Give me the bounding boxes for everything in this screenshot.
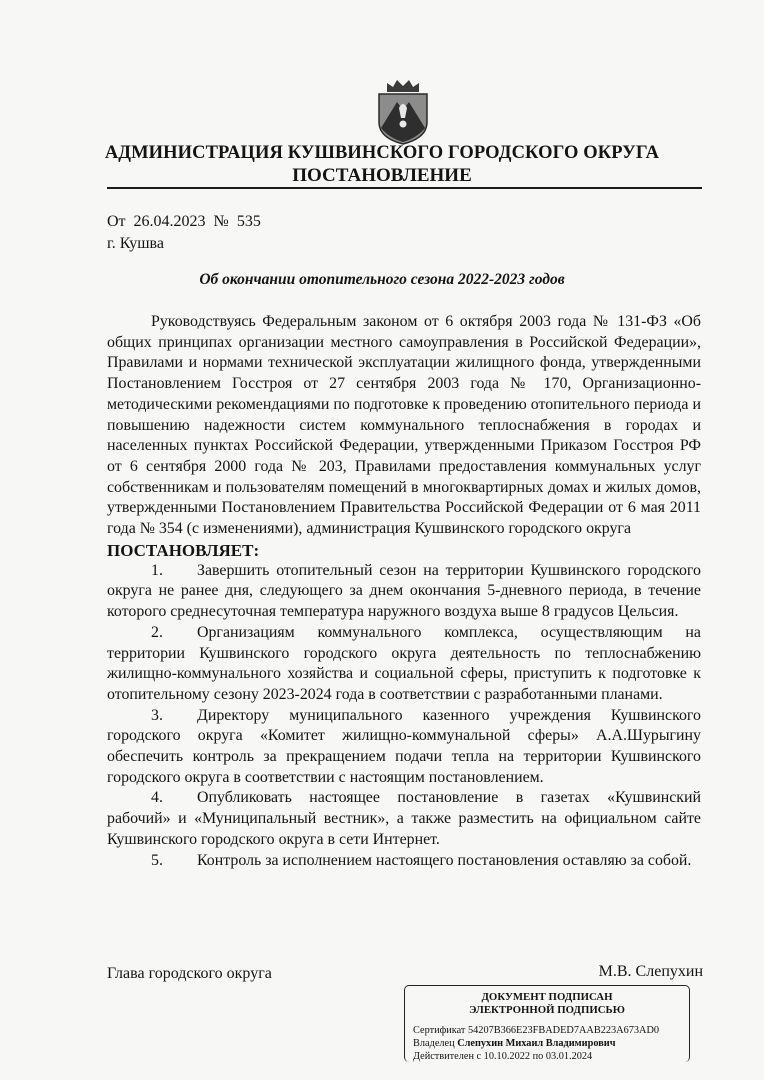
decree-item-4: [107, 788, 701, 850]
decree-item-2: [107, 623, 701, 706]
document-subject: Об окончании отопительного сезона 2022-2023 годов: [199, 271, 565, 288]
stamp-title-line2: ЭЛЕКТРОННОЙ ПОДПИСЬЮ: [469, 1004, 625, 1016]
item-text: Организациям коммунального комплекса, осуществляющим на территории Кушвинского городского округа деятельность по теплоснабжению жилищно-коммунального хозяйства и социальной сферы, приступить к подготовке к отопительному сезону 2023-2024 года в соответствии с разработанными планами.: [107, 623, 701, 703]
document-city: г. Кушва: [107, 235, 164, 252]
document-body: [107, 312, 701, 871]
stamp-validity: Действителен с 10.10.2022 по 03.01.2024: [413, 1051, 593, 1062]
item-number: 3.: [151, 706, 163, 724]
decree-item-3: [107, 706, 701, 789]
item-number: 4.: [151, 789, 163, 807]
item-text: Контроль за исполнением настоящего постановления оставляю за собой.: [197, 851, 692, 869]
document-type: ПОСТАНОВЛЕНИЕ: [292, 165, 472, 186]
signatory-name: М.В. Слепухин: [598, 963, 703, 980]
stamp-owner-value: Слепухин Михаил Владимирович: [457, 1038, 616, 1049]
signatory-position: Глава городского округа: [107, 965, 272, 982]
coat-of-arms-icon: [373, 78, 433, 146]
stamp-certificate: [413, 1024, 689, 1037]
decree-heading: ПОСТАНОВЛЯЕТ:: [107, 540, 260, 560]
stamp-certificate-label: Сертификат: [413, 1025, 466, 1036]
stamp-owner-label: Владелец: [413, 1038, 455, 1049]
decree-item-1: [107, 561, 701, 623]
item-number: 5.: [151, 851, 163, 869]
item-number: 2.: [151, 623, 163, 641]
decree-item-5: [107, 851, 701, 872]
organization-name: АДМИНИСТРАЦИЯ КУШВИНСКОГО ГОРОДСКОГО ОКРУГА: [104, 143, 660, 163]
item-text: Завершить отопительный сезон на территории Кушвинского городского округа не ранее дня, следующего за днем окончания 5-дневного периода, в течение которого среднесуточная температура наружного воздуха выше 8 градусов Цельсия.: [107, 561, 701, 621]
item-text: Опубликовать настоящее постановление в газетах «Кушвинский рабочий» и «Муниципальный вестник», а также разместить на официальном сайте Кушвинского городского округа в сети Интернет.: [107, 789, 701, 848]
item-number: 1.: [151, 561, 163, 579]
item-text: Директору муниципального казенного учреждения Кушвинского городского округа «Комитет жилищно-коммунальной сферы» А.А.Шурыгину обеспечить контроль за прекращением подачи тепла на территории Кушвинского городского округа в соответствии с настоящим постановлением.: [107, 706, 701, 786]
document-date-number: От 26.04.2023 № 535: [107, 213, 261, 230]
stamp-title-line1: ДОКУМЕНТ ПОДПИСАН: [481, 991, 613, 1003]
stamp-certificate-value: 54207B366E23FBADED7AAB223A673AD0: [468, 1025, 660, 1036]
preamble-paragraph: Руководствуясь Федеральным законом от 6 октября 2003 года № 131-ФЗ «Об общих принципах организации местного самоуправления в Российской Федерации», Правилами и нормами технической эксплуатации жилищного фонда, утвержденными Постановлением Госстроя от 27 сентября 2003 года № 170, Организационно-методическими рекомендациями по подготовке к проведению отопительного периода и повышению надежности систем коммунального теплоснабжения в городах и населенных пунктах Российской Федерации, утвержденными Приказом Госстроя РФ от 6 сентября 2000 года № 203, Правилами предоставления коммунальных услуг собственникам и пользователям помещений в многоквартирных домах и жилых домов, утвержденными Постановлением Правительства Российской Федерации от 6 мая 2011 года № 354 (с изменениями), администрация Кушвинского городского округа: [107, 313, 701, 538]
electronic-signature-stamp: [404, 985, 690, 1062]
header-divider: [107, 187, 702, 189]
stamp-owner: [413, 1037, 689, 1050]
